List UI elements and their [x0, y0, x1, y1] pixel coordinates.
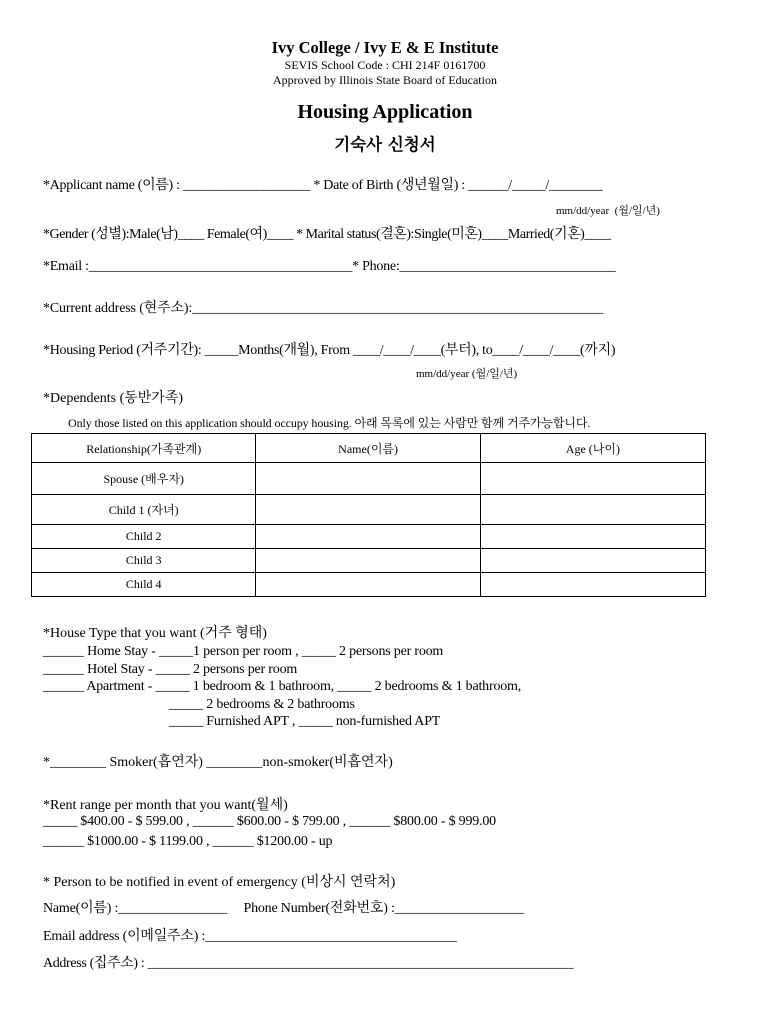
emergency-address-line[interactable]: Address (집주소) : ________________________________________________________________ — [43, 956, 574, 971]
gender-marital-line[interactable]: *Gender (성별):Male(남)____ Female(여)____ * Marital status(결혼):Single(미혼)____Married(기혼)____ — [43, 227, 611, 242]
age-header: Age (나이) — [480, 434, 705, 463]
dependents-note: Only those listed on this application should occupy housing. 아래 목록에 있는 사람만 함께 거주가능합니다. — [68, 416, 591, 430]
child4-name-cell[interactable] — [256, 573, 480, 597]
rent-label: *Rent range per month that you want(월세) — [43, 798, 288, 813]
period-format-hint: mm/dd/year (월/일/년) — [416, 368, 518, 380]
dob-format-hint: mm/dd/year (월/일/년) — [556, 205, 660, 217]
approval-text: Approved by Illinois State Board of Education — [273, 73, 497, 87]
email-phone-line[interactable]: *Email :_______________________________________* Phone:________________________________ — [43, 259, 616, 274]
table-header-row — [32, 434, 706, 463]
name-header: Name(이름) — [256, 434, 480, 463]
child1-age-cell[interactable] — [480, 495, 705, 525]
house-type-apartment-2bed2bath[interactable]: _____ 2 bedrooms & 2 bathrooms — [169, 697, 355, 712]
child3-age-cell[interactable] — [480, 549, 705, 573]
table-row — [32, 495, 706, 525]
spouse-age-cell[interactable] — [480, 463, 705, 495]
rent-range-line-1[interactable]: _____ $400.00 - $ 599.00 , ______ $600.00 - $ 799.00 , ______ $800.00 - $ 999.00 — [43, 814, 496, 829]
sevis-code: SEVIS School Code : CHI 214F 0161700 — [284, 58, 486, 72]
rent-range-line-2[interactable]: ______ $1000.00 - $ 1199.00 , ______ $1200.00 - up — [43, 834, 333, 849]
table-row — [32, 549, 706, 573]
emergency-label: * Person to be notified in event of emergency (비상시 연락처) — [43, 875, 396, 890]
child3-name-cell[interactable] — [256, 549, 480, 573]
dependents-table — [31, 433, 706, 597]
dependents-label: *Dependents (동반가족) — [43, 391, 184, 406]
table-row — [32, 573, 706, 597]
relationship-cell-child3: Child 3 — [32, 549, 256, 573]
table-row — [32, 525, 706, 549]
house-type-label: *House Type that you want (거주 형태) — [43, 626, 267, 641]
housing-period-line[interactable]: *Housing Period (거주기간): _____Months(개월), From ____/____/____(부터), to____/____/____(까지) — [43, 343, 616, 358]
house-type-furnished[interactable]: _____ Furnished APT , _____ non-furnished APT — [169, 714, 441, 729]
house-type-hotel[interactable]: ______ Hotel Stay - _____ 2 persons per room — [43, 662, 298, 677]
spouse-name-cell[interactable] — [256, 463, 480, 495]
smoker-line[interactable]: *________ Smoker(흡연자) ________non-smoker(비흡연자) — [43, 755, 393, 770]
current-address-line[interactable]: *Current address (현주소):____________________________________________________________ — [43, 301, 604, 316]
emergency-email-line[interactable]: Email address (이메일주소) :_____________________________________ — [43, 929, 457, 944]
applicant-name-dob-line[interactable]: *Applicant name (이름) : ___________________ * Date of Birth (생년월일) : ______/_____/________ — [43, 178, 603, 193]
child2-name-cell[interactable] — [256, 525, 480, 549]
table-row — [32, 463, 706, 495]
page-title: Housing Application — [297, 101, 473, 123]
house-type-apartment[interactable]: ______ Apartment - _____ 1 bedroom & 1 bathroom, _____ 2 bedrooms & 1 bathroom, — [43, 679, 522, 694]
relationship-header: Relationship(가족관계) — [32, 434, 256, 463]
child2-age-cell[interactable] — [480, 525, 705, 549]
relationship-cell-child2: Child 2 — [32, 525, 256, 549]
house-type-homestay[interactable]: ______ Home Stay - _____1 person per room , _____ 2 persons per room — [43, 644, 444, 659]
child1-name-cell[interactable] — [256, 495, 480, 525]
emergency-name-phone-line[interactable]: Name(이름) :________________ Phone Number(전화번호) :___________________ — [43, 901, 524, 916]
page-title-korean: 기숙사 신청서 — [334, 135, 436, 154]
institution-name: Ivy College / Ivy E & E Institute — [271, 38, 499, 57]
relationship-cell-child4: Child 4 — [32, 573, 256, 597]
relationship-cell-spouse: Spouse (배우자) — [32, 463, 256, 495]
child4-age-cell[interactable] — [480, 573, 705, 597]
relationship-cell-child1: Child 1 (자녀) — [32, 495, 256, 525]
